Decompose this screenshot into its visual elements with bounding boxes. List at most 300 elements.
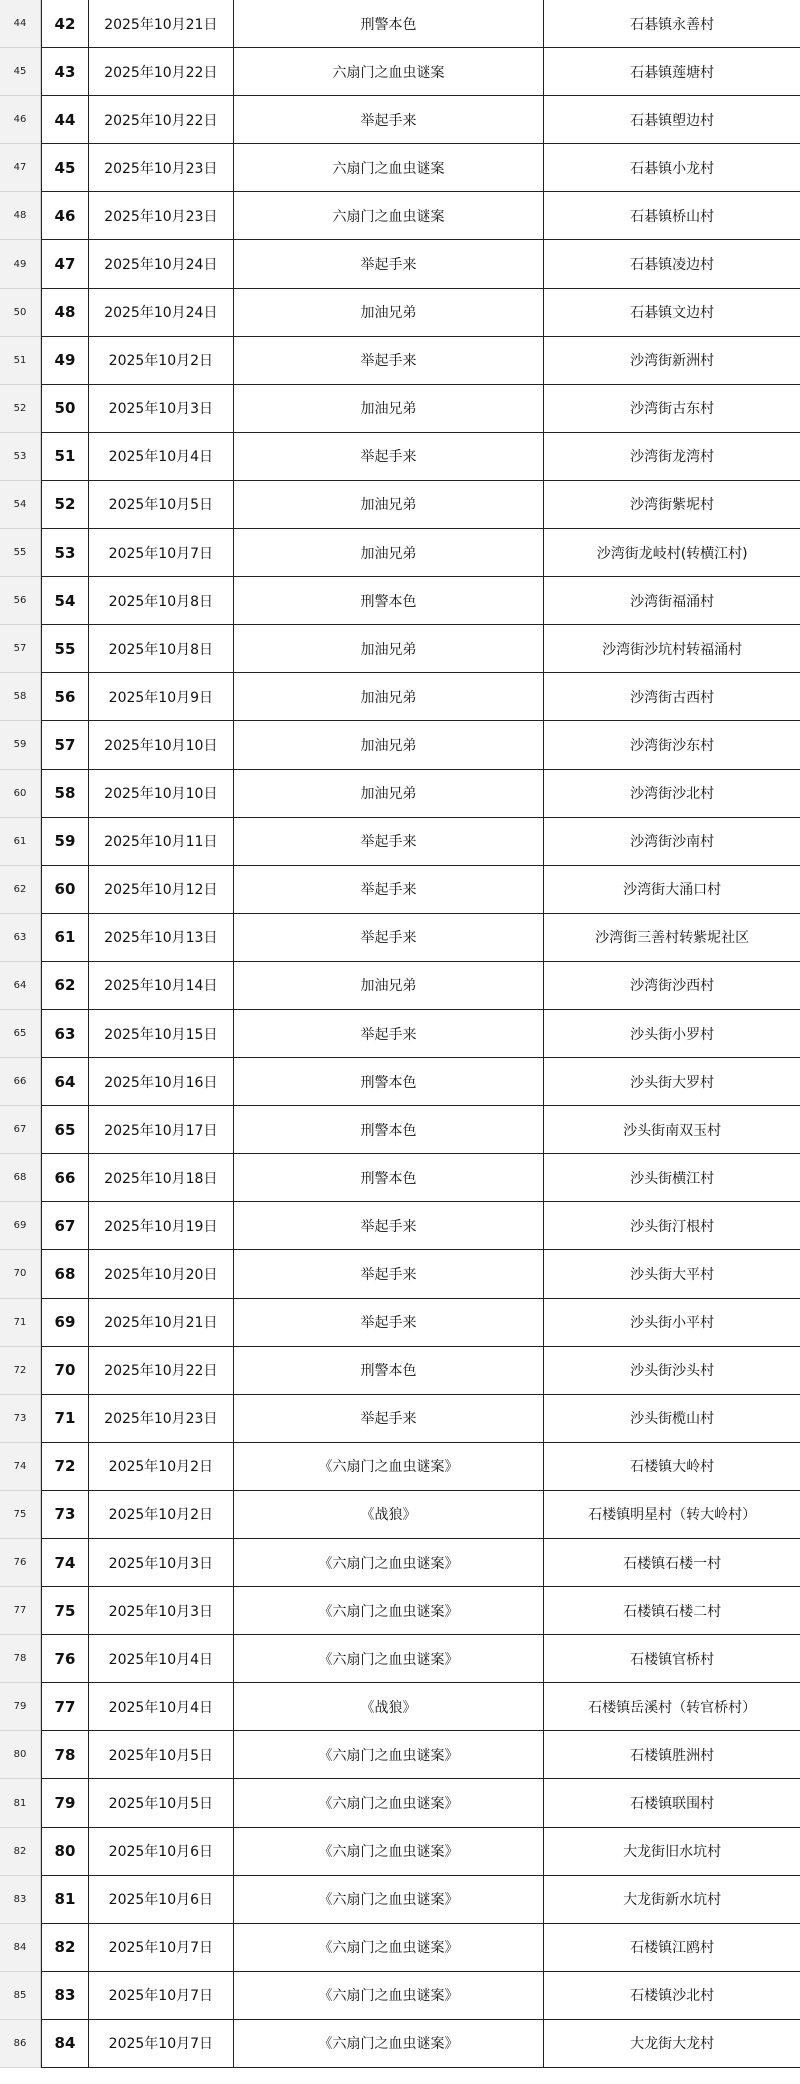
table-row	[0, 1106, 800, 1154]
row-cells	[41, 721, 800, 769]
row-number-header[interactable]: 65	[0, 1010, 41, 1058]
table-row	[0, 1395, 800, 1443]
row-number-header[interactable]: 84	[0, 1924, 41, 1972]
film-title-cell[interactable]: 加油兄弟	[234, 385, 545, 432]
film-title-cell[interactable]: 刑警本色	[234, 1154, 545, 1201]
date-cell[interactable]: 2025年10月10日	[89, 721, 234, 768]
serial-number-cell[interactable]: 52	[42, 481, 89, 528]
row-number-header[interactable]: 57	[0, 625, 41, 673]
film-title-cell[interactable]: 《六扇门之血虫谜案》	[234, 1731, 545, 1778]
date-cell[interactable]: 2025年10月3日	[89, 1587, 234, 1634]
row-cells	[41, 962, 800, 1010]
serial-number-cell[interactable]: 54	[42, 577, 89, 624]
serial-number-cell[interactable]: 73	[42, 1491, 89, 1538]
date-cell[interactable]: 2025年10月3日	[89, 385, 234, 432]
row-cells	[41, 1635, 800, 1683]
film-title-cell[interactable]: 加油兄弟	[234, 625, 545, 672]
row-number-header[interactable]: 64	[0, 962, 41, 1010]
film-title-cell[interactable]: 《六扇门之血虫谜案》	[234, 1779, 545, 1826]
row-cells	[41, 673, 800, 721]
row-number-header[interactable]: 82	[0, 1828, 41, 1876]
film-title-cell[interactable]: 加油兄弟	[234, 721, 545, 768]
table-row	[0, 625, 800, 673]
table-row	[0, 240, 800, 288]
film-title-cell[interactable]: 举起手来	[234, 433, 545, 480]
serial-number-cell[interactable]: 65	[42, 1106, 89, 1153]
film-title-cell[interactable]: 《六扇门之血虫谜案》	[234, 1539, 545, 1586]
film-title-cell[interactable]: 举起手来	[234, 1250, 545, 1297]
row-cells	[41, 240, 800, 288]
row-number-header[interactable]: 67	[0, 1106, 41, 1154]
date-cell[interactable]: 2025年10月22日	[89, 96, 234, 143]
table-row	[0, 577, 800, 625]
row-number-header[interactable]: 61	[0, 818, 41, 866]
row-cells	[41, 1924, 800, 1972]
serial-number-cell[interactable]: 55	[42, 625, 89, 672]
serial-number-cell[interactable]: 69	[42, 1299, 89, 1346]
row-number-header[interactable]: 71	[0, 1299, 41, 1347]
film-title-cell[interactable]: 《六扇门之血虫谜案》	[234, 1828, 545, 1875]
table-row	[0, 1683, 800, 1731]
location-cell[interactable]: 石楼镇大岭村	[544, 1443, 800, 1490]
serial-number-cell[interactable]: 47	[42, 240, 89, 287]
film-title-cell[interactable]: 加油兄弟	[234, 673, 545, 720]
table-row	[0, 1828, 800, 1876]
row-cells	[41, 48, 800, 96]
location-cell[interactable]: 沙头街大罗村	[544, 1058, 800, 1105]
serial-number-cell[interactable]: 71	[42, 1395, 89, 1442]
row-cells	[41, 1876, 800, 1924]
location-cell[interactable]: 石碁镇永善村	[544, 0, 800, 47]
location-cell[interactable]: 沙湾街沙东村	[544, 721, 800, 768]
row-cells	[41, 914, 800, 962]
serial-number-cell[interactable]: 67	[42, 1202, 89, 1249]
serial-number-cell[interactable]: 49	[42, 337, 89, 384]
date-cell[interactable]: 2025年10月17日	[89, 1106, 234, 1153]
table-row	[0, 962, 800, 1010]
date-cell[interactable]: 2025年10月7日	[89, 529, 234, 576]
date-cell[interactable]: 2025年10月7日	[89, 1924, 234, 1971]
row-number-header[interactable]: 78	[0, 1635, 41, 1683]
film-title-cell[interactable]: 举起手来	[234, 818, 545, 865]
table-row	[0, 385, 800, 433]
row-number-header[interactable]: 52	[0, 385, 41, 433]
location-cell[interactable]: 石楼镇石楼二村	[544, 1587, 800, 1634]
table-row	[0, 1202, 800, 1250]
row-number-header[interactable]: 80	[0, 1731, 41, 1779]
location-cell[interactable]: 沙头街大平村	[544, 1250, 800, 1297]
row-cells	[41, 144, 800, 192]
location-cell[interactable]: 沙湾街沙西村	[544, 962, 800, 1009]
row-cells	[41, 1106, 800, 1154]
row-number-header[interactable]: 69	[0, 1202, 41, 1250]
location-cell[interactable]: 石楼镇明星村（转大岭村）	[544, 1491, 800, 1538]
location-cell[interactable]: 沙湾街新洲村	[544, 337, 800, 384]
location-cell[interactable]: 沙湾街三善村转紫坭社区	[544, 914, 800, 961]
location-cell[interactable]: 沙湾街紫坭村	[544, 481, 800, 528]
film-title-cell[interactable]: 举起手来	[234, 96, 545, 143]
row-cells	[41, 866, 800, 914]
row-number-header[interactable]: 62	[0, 866, 41, 914]
film-title-cell[interactable]: 加油兄弟	[234, 529, 545, 576]
film-title-cell[interactable]: 刑警本色	[234, 1106, 545, 1153]
table-row	[0, 1972, 800, 2020]
table-row	[0, 914, 800, 962]
film-title-cell[interactable]: 《六扇门之血虫谜案》	[234, 1972, 545, 2019]
row-number-header[interactable]: 81	[0, 1779, 41, 1827]
serial-number-cell[interactable]: 68	[42, 1250, 89, 1297]
table-row	[0, 1347, 800, 1395]
row-cells	[41, 1058, 800, 1106]
row-number-header[interactable]: 46	[0, 96, 41, 144]
row-cells	[41, 2020, 800, 2068]
row-number-header[interactable]: 54	[0, 481, 41, 529]
table-row	[0, 529, 800, 577]
table-row	[0, 2020, 800, 2068]
row-cells	[41, 770, 800, 818]
row-number-header[interactable]: 44	[0, 0, 41, 48]
film-title-cell[interactable]: 《战狼》	[234, 1683, 545, 1730]
serial-number-cell[interactable]: 58	[42, 770, 89, 817]
serial-number-cell[interactable]: 78	[42, 1731, 89, 1778]
location-cell[interactable]: 石楼镇联围村	[544, 1779, 800, 1826]
row-cells	[41, 625, 800, 673]
serial-number-cell[interactable]: 77	[42, 1683, 89, 1730]
date-cell[interactable]: 2025年10月10日	[89, 770, 234, 817]
location-cell[interactable]: 石碁镇桥山村	[544, 192, 800, 239]
date-cell[interactable]: 2025年10月8日	[89, 577, 234, 624]
film-title-cell[interactable]: 《六扇门之血虫谜案》	[234, 1443, 545, 1490]
location-cell[interactable]: 石碁镇凌边村	[544, 240, 800, 287]
film-title-cell[interactable]: 《六扇门之血虫谜案》	[234, 1635, 545, 1682]
date-cell[interactable]: 2025年10月6日	[89, 1828, 234, 1875]
location-cell[interactable]: 沙湾街福涌村	[544, 577, 800, 624]
location-cell[interactable]: 石楼镇石楼一村	[544, 1539, 800, 1586]
row-cells	[41, 1395, 800, 1443]
film-title-cell[interactable]: 刑警本色	[234, 1058, 545, 1105]
row-cells	[41, 1347, 800, 1395]
table-row	[0, 1250, 800, 1298]
location-cell[interactable]: 大龙街新水坑村	[544, 1876, 800, 1923]
table-row	[0, 433, 800, 481]
serial-number-cell[interactable]: 79	[42, 1779, 89, 1826]
table-row	[0, 1058, 800, 1106]
date-cell[interactable]: 2025年10月16日	[89, 1058, 234, 1105]
serial-number-cell[interactable]: 70	[42, 1347, 89, 1394]
serial-number-cell[interactable]: 42	[42, 0, 89, 47]
location-cell[interactable]: 沙湾街沙坑村转福涌村	[544, 625, 800, 672]
film-title-cell[interactable]: 六扇门之血虫谜案	[234, 192, 545, 239]
date-cell[interactable]: 2025年10月7日	[89, 2020, 234, 2067]
date-cell[interactable]: 2025年10月13日	[89, 914, 234, 961]
film-title-cell[interactable]: 加油兄弟	[234, 962, 545, 1009]
film-title-cell[interactable]: 《六扇门之血虫谜案》	[234, 1924, 545, 1971]
date-cell[interactable]: 2025年10月23日	[89, 144, 234, 191]
row-number-header[interactable]: 83	[0, 1876, 41, 1924]
row-cells	[41, 337, 800, 385]
row-cells	[41, 1491, 800, 1539]
table-row	[0, 1154, 800, 1202]
date-cell[interactable]: 2025年10月22日	[89, 1347, 234, 1394]
date-cell[interactable]: 2025年10月14日	[89, 962, 234, 1009]
location-cell[interactable]: 大龙街大龙村	[544, 2020, 800, 2067]
location-cell[interactable]: 石楼镇江鸥村	[544, 1924, 800, 1971]
location-cell[interactable]: 沙头街横江村	[544, 1154, 800, 1201]
table-row	[0, 818, 800, 866]
table-row	[0, 337, 800, 385]
row-number-header[interactable]: 79	[0, 1683, 41, 1731]
date-cell[interactable]: 2025年10月12日	[89, 866, 234, 913]
row-number-header[interactable]: 68	[0, 1154, 41, 1202]
film-title-cell[interactable]: 举起手来	[234, 1299, 545, 1346]
location-cell[interactable]: 沙头街汀根村	[544, 1202, 800, 1249]
date-cell[interactable]: 2025年10月20日	[89, 1250, 234, 1297]
serial-number-cell[interactable]: 74	[42, 1539, 89, 1586]
table-row	[0, 289, 800, 337]
table-row	[0, 192, 800, 240]
date-cell[interactable]: 2025年10月5日	[89, 1731, 234, 1778]
serial-number-cell[interactable]: 75	[42, 1587, 89, 1634]
date-cell[interactable]: 2025年10月24日	[89, 240, 234, 287]
row-number-header[interactable]: 55	[0, 529, 41, 577]
date-cell[interactable]: 2025年10月6日	[89, 1876, 234, 1923]
serial-number-cell[interactable]: 84	[42, 2020, 89, 2067]
serial-number-cell[interactable]: 61	[42, 914, 89, 961]
film-title-cell[interactable]: 举起手来	[234, 1202, 545, 1249]
row-number-header[interactable]: 50	[0, 289, 41, 337]
row-cells	[41, 1202, 800, 1250]
date-cell[interactable]: 2025年10月5日	[89, 1779, 234, 1826]
row-number-header[interactable]: 60	[0, 770, 41, 818]
row-cells	[41, 577, 800, 625]
location-cell[interactable]: 沙湾街古东村	[544, 385, 800, 432]
table-row	[0, 1443, 800, 1491]
date-cell[interactable]: 2025年10月23日	[89, 1395, 234, 1442]
row-number-header[interactable]: 86	[0, 2020, 41, 2068]
row-number-header[interactable]: 45	[0, 48, 41, 96]
serial-number-cell[interactable]: 63	[42, 1010, 89, 1057]
serial-number-cell[interactable]: 57	[42, 721, 89, 768]
location-cell[interactable]: 石楼镇官桥村	[544, 1635, 800, 1682]
row-number-header[interactable]: 75	[0, 1491, 41, 1539]
row-cells	[41, 1683, 800, 1731]
row-number-header[interactable]: 74	[0, 1443, 41, 1491]
date-cell[interactable]: 2025年10月19日	[89, 1202, 234, 1249]
film-title-cell[interactable]: 加油兄弟	[234, 481, 545, 528]
row-number-header[interactable]: 53	[0, 433, 41, 481]
row-number-header[interactable]: 48	[0, 192, 41, 240]
date-cell[interactable]: 2025年10月18日	[89, 1154, 234, 1201]
table-row	[0, 866, 800, 914]
row-cells	[41, 1779, 800, 1827]
serial-number-cell[interactable]: 72	[42, 1443, 89, 1490]
table-row	[0, 1779, 800, 1827]
table-row	[0, 96, 800, 144]
date-cell[interactable]: 2025年10月23日	[89, 192, 234, 239]
row-number-header[interactable]: 51	[0, 337, 41, 385]
location-cell[interactable]: 石碁镇塱边村	[544, 96, 800, 143]
date-cell[interactable]: 2025年10月2日	[89, 1491, 234, 1538]
row-cells	[41, 818, 800, 866]
location-cell[interactable]: 沙湾街沙南村	[544, 818, 800, 865]
table-row	[0, 1731, 800, 1779]
location-cell[interactable]: 沙湾街古西村	[544, 673, 800, 720]
film-title-cell[interactable]: 举起手来	[234, 914, 545, 961]
serial-number-cell[interactable]: 45	[42, 144, 89, 191]
serial-number-cell[interactable]: 56	[42, 673, 89, 720]
film-title-cell[interactable]: 刑警本色	[234, 577, 545, 624]
date-cell[interactable]: 2025年10月21日	[89, 0, 234, 47]
serial-number-cell[interactable]: 48	[42, 289, 89, 336]
serial-number-cell[interactable]: 60	[42, 866, 89, 913]
row-cells	[41, 1539, 800, 1587]
location-cell[interactable]: 沙头街榄山村	[544, 1395, 800, 1442]
film-title-cell[interactable]: 《六扇门之血虫谜案》	[234, 1876, 545, 1923]
table-row	[0, 1876, 800, 1924]
row-number-header[interactable]: 56	[0, 577, 41, 625]
serial-number-cell[interactable]: 76	[42, 1635, 89, 1682]
row-cells	[41, 1299, 800, 1347]
film-title-cell[interactable]: 举起手来	[234, 240, 545, 287]
serial-number-cell[interactable]: 53	[42, 529, 89, 576]
row-cells	[41, 529, 800, 577]
location-cell[interactable]: 沙头街沙头村	[544, 1347, 800, 1394]
serial-number-cell[interactable]: 46	[42, 192, 89, 239]
location-cell[interactable]: 沙湾街沙北村	[544, 770, 800, 817]
serial-number-cell[interactable]: 80	[42, 1828, 89, 1875]
location-cell[interactable]: 石碁镇莲塘村	[544, 48, 800, 95]
date-cell[interactable]: 2025年10月2日	[89, 337, 234, 384]
serial-number-cell[interactable]: 51	[42, 433, 89, 480]
table-row	[0, 144, 800, 192]
film-title-cell[interactable]: 举起手来	[234, 337, 545, 384]
date-cell[interactable]: 2025年10月5日	[89, 481, 234, 528]
date-cell[interactable]: 2025年10月15日	[89, 1010, 234, 1057]
date-cell[interactable]: 2025年10月4日	[89, 1635, 234, 1682]
row-cells	[41, 1010, 800, 1058]
table-row	[0, 481, 800, 529]
date-cell[interactable]: 2025年10月11日	[89, 818, 234, 865]
row-number-header[interactable]: 47	[0, 144, 41, 192]
location-cell[interactable]: 石碁镇文边村	[544, 289, 800, 336]
serial-number-cell[interactable]: 83	[42, 1972, 89, 2019]
row-number-header[interactable]: 59	[0, 721, 41, 769]
film-title-cell[interactable]: 《六扇门之血虫谜案》	[234, 2020, 545, 2067]
table-row	[0, 673, 800, 721]
row-number-header[interactable]: 70	[0, 1250, 41, 1298]
location-cell[interactable]: 石楼镇胜洲村	[544, 1731, 800, 1778]
location-cell[interactable]: 石楼镇岳溪村（转官桥村）	[544, 1683, 800, 1730]
serial-number-cell[interactable]: 50	[42, 385, 89, 432]
table-row	[0, 1491, 800, 1539]
date-cell[interactable]: 2025年10月7日	[89, 1972, 234, 2019]
serial-number-cell[interactable]: 66	[42, 1154, 89, 1201]
film-title-cell[interactable]: 六扇门之血虫谜案	[234, 48, 545, 95]
serial-number-cell[interactable]: 81	[42, 1876, 89, 1923]
table-row	[0, 770, 800, 818]
row-cells	[41, 1250, 800, 1298]
table-row	[0, 1924, 800, 1972]
film-title-cell[interactable]: 刑警本色	[234, 0, 545, 47]
film-title-cell[interactable]: 《战狼》	[234, 1491, 545, 1538]
row-cells	[41, 1731, 800, 1779]
location-cell[interactable]: 石碁镇小龙村	[544, 144, 800, 191]
row-number-header[interactable]: 63	[0, 914, 41, 962]
location-cell[interactable]: 沙湾街龙岐村(转横江村)	[544, 529, 800, 576]
serial-number-cell[interactable]: 82	[42, 1924, 89, 1971]
row-cells	[41, 1828, 800, 1876]
table-row	[0, 1635, 800, 1683]
row-number-header[interactable]: 85	[0, 1972, 41, 2020]
film-title-cell[interactable]: 《六扇门之血虫谜案》	[234, 1587, 545, 1634]
row-cells	[41, 1587, 800, 1635]
row-cells	[41, 481, 800, 529]
table-row	[0, 1587, 800, 1635]
row-cells	[41, 1154, 800, 1202]
row-cells	[41, 1972, 800, 2020]
location-cell[interactable]: 沙头街南双玉村	[544, 1106, 800, 1153]
film-title-cell[interactable]: 六扇门之血虫谜案	[234, 144, 545, 191]
serial-number-cell[interactable]: 59	[42, 818, 89, 865]
film-title-cell[interactable]: 举起手来	[234, 1395, 545, 1442]
row-cells	[41, 1443, 800, 1491]
row-number-header[interactable]: 77	[0, 1587, 41, 1635]
film-title-cell[interactable]: 加油兄弟	[234, 770, 545, 817]
film-title-cell[interactable]: 刑警本色	[234, 1347, 545, 1394]
date-cell[interactable]: 2025年10月21日	[89, 1299, 234, 1346]
table-row	[0, 48, 800, 96]
date-cell[interactable]: 2025年10月8日	[89, 625, 234, 672]
location-cell[interactable]: 沙头街小平村	[544, 1299, 800, 1346]
date-cell[interactable]: 2025年10月4日	[89, 1683, 234, 1730]
date-cell[interactable]: 2025年10月22日	[89, 48, 234, 95]
location-cell[interactable]: 沙湾街大涌口村	[544, 866, 800, 913]
row-number-header[interactable]: 66	[0, 1058, 41, 1106]
serial-number-cell[interactable]: 43	[42, 48, 89, 95]
location-cell[interactable]: 沙湾街龙湾村	[544, 433, 800, 480]
row-number-header[interactable]: 58	[0, 673, 41, 721]
date-cell[interactable]: 2025年10月4日	[89, 433, 234, 480]
location-cell[interactable]: 沙头街小罗村	[544, 1010, 800, 1057]
film-title-cell[interactable]: 举起手来	[234, 866, 545, 913]
row-number-header[interactable]: 49	[0, 240, 41, 288]
film-title-cell[interactable]: 举起手来	[234, 1010, 545, 1057]
row-number-header[interactable]: 72	[0, 1347, 41, 1395]
row-cells	[41, 96, 800, 144]
table-row	[0, 1299, 800, 1347]
date-cell[interactable]: 2025年10月3日	[89, 1539, 234, 1586]
date-cell[interactable]: 2025年10月9日	[89, 673, 234, 720]
serial-number-cell[interactable]: 64	[42, 1058, 89, 1105]
location-cell[interactable]: 石楼镇沙北村	[544, 1972, 800, 2019]
serial-number-cell[interactable]: 44	[42, 96, 89, 143]
row-cells	[41, 289, 800, 337]
date-cell[interactable]: 2025年10月24日	[89, 289, 234, 336]
row-number-header[interactable]: 76	[0, 1539, 41, 1587]
film-title-cell[interactable]: 加油兄弟	[234, 289, 545, 336]
row-cells	[41, 433, 800, 481]
table-row	[0, 721, 800, 769]
table-row	[0, 0, 800, 48]
serial-number-cell[interactable]: 62	[42, 962, 89, 1009]
row-cells	[41, 192, 800, 240]
row-number-header[interactable]: 73	[0, 1395, 41, 1443]
row-cells	[41, 385, 800, 433]
date-cell[interactable]: 2025年10月2日	[89, 1443, 234, 1490]
row-cells	[41, 0, 800, 48]
table-row	[0, 1010, 800, 1058]
location-cell[interactable]: 大龙街旧水坑村	[544, 1828, 800, 1875]
